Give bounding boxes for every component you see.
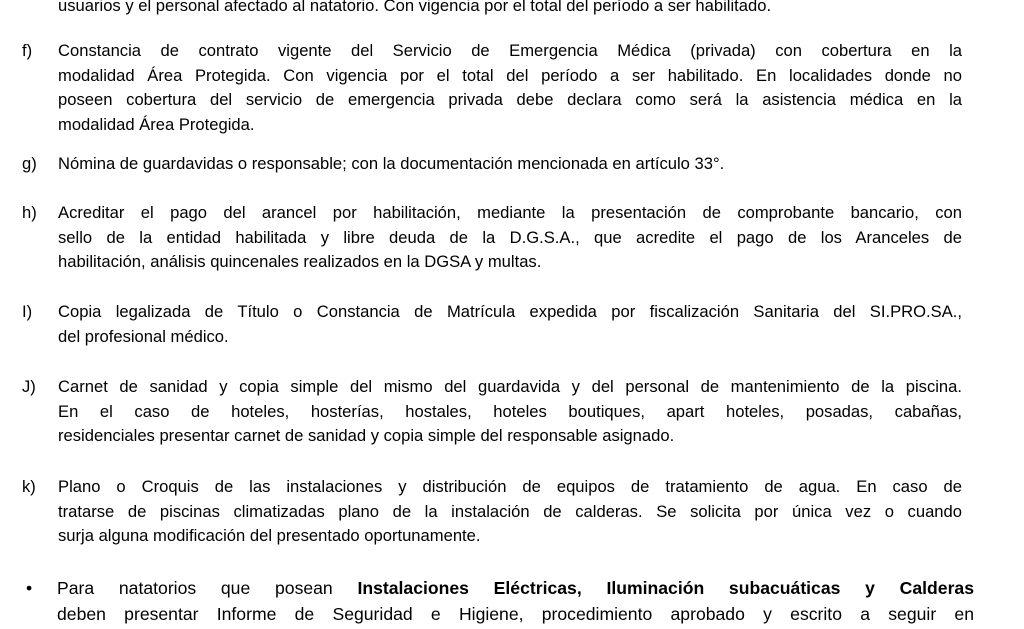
- item-text: [58, 300, 962, 349]
- item-text: [58, 0, 962, 19]
- item-marker: f): [22, 41, 33, 60]
- item-line: Constancia de contrato vigente del Servicio de Emergencia Médica (privada) con cobertura en la: [58, 41, 962, 60]
- list-item-k: [22, 475, 962, 549]
- item-line: modalidad Área Protegida. Con vigencia por el total del período a ser habilitado. En localidades donde no: [58, 65, 962, 85]
- bullet-text: [57, 575, 974, 627]
- item-line: surja alguna modificación del presentado oportunamente.: [58, 526, 481, 545]
- list-item-f: [22, 39, 962, 137]
- item-text: [58, 375, 962, 449]
- list-item-h: [22, 201, 962, 275]
- item-line: Acreditar el pago del arancel por habilitación, mediante la presentación de comprobante bancario, con: [58, 203, 962, 222]
- bullet-line-1: [57, 575, 974, 601]
- item-text: [58, 201, 962, 275]
- bullet-marker: •: [26, 578, 33, 598]
- item-text: [58, 475, 962, 549]
- item-text: [58, 39, 962, 137]
- item-line: Copia legalizada de Título o Constancia de Matrícula expedida por fiscalización Sanitaria del SI.PRO.SA.,: [58, 302, 962, 321]
- item-marker: g): [22, 154, 37, 173]
- item-line: habilitación, análisis quincenales realizados en la DGSA y multas.: [58, 252, 542, 271]
- list-item-e-continuation: [22, 0, 962, 19]
- item-line: modalidad Área Protegida.: [58, 114, 255, 134]
- item-line: del profesional médico.: [58, 326, 229, 346]
- item-line: poseen cobertura del servicio de emergencia privada debe declara como será la asistencia médica en la: [58, 90, 962, 109]
- item-marker: I): [22, 302, 33, 321]
- item-marker: k): [22, 477, 36, 496]
- item-marker: h): [22, 203, 37, 222]
- item-text: [58, 152, 962, 177]
- bullet-line-1-bold: Instalaciones Eléctricas, Iluminación subacuáticas y Calderas: [357, 578, 975, 598]
- list-item-g: [22, 152, 962, 177]
- bullet-line-1-prefix: Para natatorios que posean: [57, 578, 333, 598]
- bullet-paragraph: [22, 575, 974, 627]
- item-line: residenciales presentar carnet de sanidad y copia simple del responsable asignado.: [58, 426, 675, 445]
- item-line: Nómina de guardavidas o responsable; con la documentación mencionada en artículo 33°.: [58, 154, 725, 173]
- item-line: usuarios y el personal afectado al natatorio. Con vigencia por el total del período a ser habilitado.: [58, 0, 772, 15]
- list-item-j: [22, 375, 962, 449]
- item-marker: J): [22, 377, 36, 396]
- item-line: sello de la entidad habilitada y libre deuda de la D.G.S.A., que acredite el pago de los Aranceles de: [58, 227, 962, 247]
- list-item-i: [22, 300, 962, 349]
- item-line: Plano o Croquis de las instalaciones y distribución de equipos de tratamiento de agua. En caso de: [58, 477, 962, 496]
- item-line: Carnet de sanidad y copia simple del mismo del guardavida y del personal de mantenimiento de la piscina.: [58, 377, 962, 396]
- bullet-line-2: deben presentar Informe de Seguridad e Higiene, procedimiento aprobado y escrito a seguir en: [57, 604, 974, 624]
- item-line: En el caso de hoteles, hosterías, hostales, hoteles boutiques, apart hoteles, posadas, cabañas,: [58, 401, 962, 421]
- item-line: tratarse de piscinas climatizadas plano de la instalación de calderas. Se solicita por única vez o cuando: [58, 501, 962, 521]
